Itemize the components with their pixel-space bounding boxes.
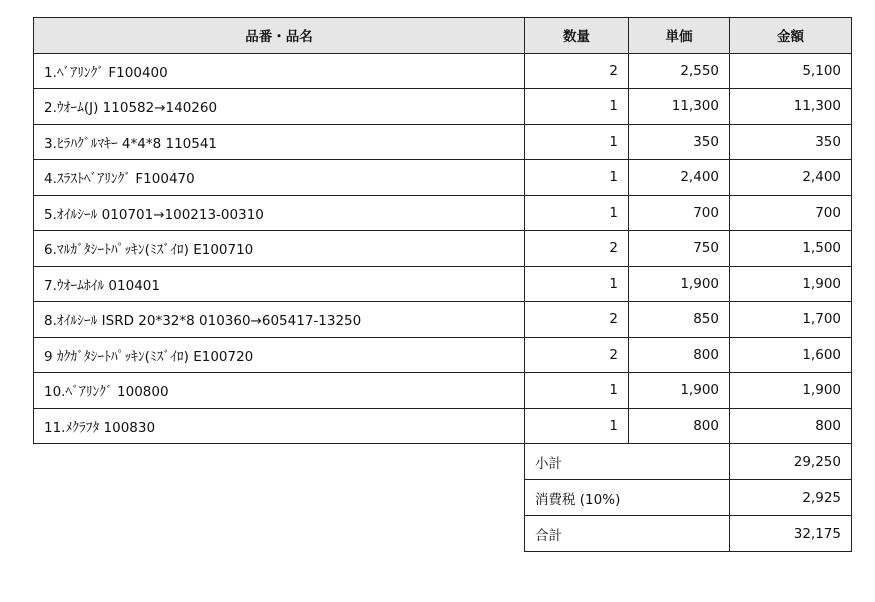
item-qty: 1 — [525, 408, 629, 444]
item-unit-price: 1,900 — [629, 373, 730, 409]
item-qty: 1 — [525, 195, 629, 231]
item-unit-price: 700 — [629, 195, 730, 231]
table-row — [34, 337, 852, 373]
column-header-amount: 金額 — [730, 18, 852, 54]
item-unit-price: 850 — [629, 302, 730, 338]
table-row — [34, 160, 852, 196]
item-unit-price: 2,400 — [629, 160, 730, 196]
total-row — [525, 516, 852, 552]
item-qty: 2 — [525, 337, 629, 373]
item-name: 3.ﾋﾗﾊｸﾞﾙﾏｷｰ 4*4*8 110541 — [34, 124, 525, 160]
item-name: 5.ｵｲﾙｼｰﾙ 010701→100213-00310 — [34, 195, 525, 231]
item-name: 7.ｳｵｰﾑﾎｲﾙ 010401 — [34, 266, 525, 302]
item-qty: 2 — [525, 302, 629, 338]
item-qty: 2 — [525, 53, 629, 89]
item-unit-price: 11,300 — [629, 89, 730, 125]
items-table — [33, 17, 852, 444]
subtotal-label: 小計 — [525, 444, 730, 480]
totals-table — [524, 443, 852, 552]
item-name: 10.ﾍﾞｱﾘﾝｸﾞ 100800 — [34, 373, 525, 409]
item-qty: 1 — [525, 160, 629, 196]
item-name: 2.ｳｵｰﾑ(J) 110582→140260 — [34, 89, 525, 125]
table-row — [34, 195, 852, 231]
subtotal-value: 29,250 — [730, 444, 852, 480]
item-unit-price: 1,900 — [629, 266, 730, 302]
item-amount: 800 — [730, 408, 852, 444]
table-row — [34, 266, 852, 302]
item-qty: 1 — [525, 266, 629, 302]
item-amount: 5,100 — [730, 53, 852, 89]
column-header-qty: 数量 — [525, 18, 629, 54]
table-row — [34, 89, 852, 125]
item-name: 9 ｶｸｶﾞﾀｼｰﾄﾊﾟｯｷﾝ(ﾐｽﾞｲﾛ) E100720 — [34, 337, 525, 373]
item-amount: 350 — [730, 124, 852, 160]
item-unit-price: 2,550 — [629, 53, 730, 89]
column-header-name: 品番・品名 — [34, 18, 525, 54]
item-qty: 1 — [525, 373, 629, 409]
column-header-unit-price: 単価 — [629, 18, 730, 54]
item-amount: 700 — [730, 195, 852, 231]
item-amount: 1,900 — [730, 373, 852, 409]
item-unit-price: 800 — [629, 408, 730, 444]
item-unit-price: 350 — [629, 124, 730, 160]
item-amount: 1,900 — [730, 266, 852, 302]
table-row — [34, 302, 852, 338]
item-amount: 1,700 — [730, 302, 852, 338]
subtotal-row — [525, 444, 852, 480]
table-row — [34, 231, 852, 267]
item-unit-price: 750 — [629, 231, 730, 267]
item-name: 8.ｵｲﾙｼｰﾙ ISRD 20*32*8 010360→605417-13250 — [34, 302, 525, 338]
table-header-row — [34, 18, 852, 54]
total-label: 合計 — [525, 516, 730, 552]
table-row — [34, 53, 852, 89]
item-amount: 2,400 — [730, 160, 852, 196]
item-qty: 1 — [525, 89, 629, 125]
tax-label: 消費税 (10%) — [525, 480, 730, 516]
table-row — [34, 408, 852, 444]
item-qty: 1 — [525, 124, 629, 160]
item-amount: 1,500 — [730, 231, 852, 267]
item-name: 6.ﾏﾙｶﾞﾀｼｰﾄﾊﾟｯｷﾝ(ﾐｽﾞｲﾛ) E100710 — [34, 231, 525, 267]
table-row — [34, 373, 852, 409]
item-name: 1.ﾍﾞｱﾘﾝｸﾞ F100400 — [34, 53, 525, 89]
item-qty: 2 — [525, 231, 629, 267]
total-value: 32,175 — [730, 516, 852, 552]
table-row — [34, 124, 852, 160]
item-unit-price: 800 — [629, 337, 730, 373]
tax-value: 2,925 — [730, 480, 852, 516]
item-amount: 11,300 — [730, 89, 852, 125]
item-name: 4.ｽﾗｽﾄﾍﾞｱﾘﾝｸﾞ F100470 — [34, 160, 525, 196]
item-name: 11.ﾒｸﾗﾌﾀ 100830 — [34, 408, 525, 444]
quote-document — [33, 17, 851, 552]
tax-row — [525, 480, 852, 516]
item-amount: 1,600 — [730, 337, 852, 373]
